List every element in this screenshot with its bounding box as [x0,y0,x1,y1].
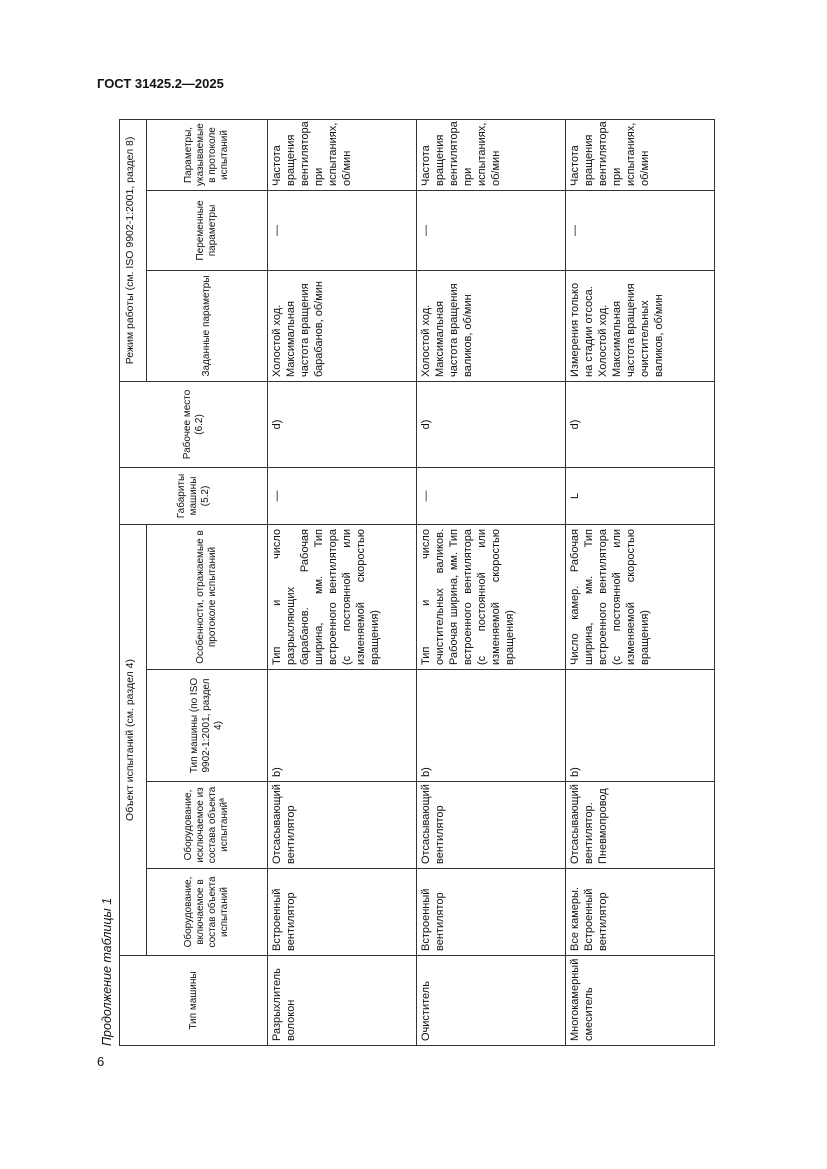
cell-workplace: d) [417,381,566,467]
header-equip-included: Оборудование, включаемое в состав объекта испытаний [147,869,268,956]
header-var-params: Переменные параметры [147,190,268,270]
cell-dimensions: — [417,467,566,524]
header-group-object: Объект испытаний (см. раздел 4) [120,524,147,955]
cell-set-params: Измерения только на стадии отсоса. Холостой ход. Максимальная частота вращения очистительных валиков, об/мин [566,270,715,381]
cell-features: Число камер. Рабочая ширина, мм. Тип встроенного вентилятора (с постоянной или изменяемой скоростью вращения) [566,524,715,669]
header-row-groups [120,119,147,1045]
cell-equip-excluded: Отсасывающий вентилятор [268,782,417,869]
cell-report-params: Частота вращения вентилятора при испытаниях, об/мин [566,119,715,190]
table-row [268,119,417,1045]
table-row [566,119,715,1045]
header-dimensions: Габариты машины (5.2) [120,467,268,524]
cell-dimensions: L [566,467,715,524]
cell-report-params: Частота вращения вентилятора при испытаниях, об/мин [417,119,566,190]
cell-workplace: d) [566,381,715,467]
cell-var-params: — [566,190,715,270]
cell-equip-excluded: Отсасывающий вентилятор. Пневмопровод [566,782,715,869]
cell-set-params: Холостой ход. Максимальная частота вращения валиков, об/мин [417,270,566,381]
cell-dimensions: — [268,467,417,524]
cell-machine-class: b) [268,670,417,782]
cell-equip-excluded: Отсасывающий вентилятор [417,782,566,869]
header-report-params: Параметры, указываемые в протоколе испытаний [147,119,268,190]
cell-features: Тип и число разрыхляющих барабанов. Рабочая ширина, мм. Тип встроенного вентилятора (с постоянной или изменяемой скоростью вращения) [268,524,417,669]
cell-machine-class: b) [566,670,715,782]
header-features: Особенности, отражаемые в протоколе испытаний [147,524,268,669]
data-table [119,119,715,1046]
cell-equip-included: Встроенный вентилятор [417,869,566,956]
cell-var-params: — [417,190,566,270]
header-workplace: Рабочее место (6.2) [120,381,268,467]
cell-workplace: d) [268,381,417,467]
cell-set-params: Холостой ход. Максимальная частота вращения барабанов, об/мин [268,270,417,381]
header-group-mode: Режим работы (см. ISO 9902-1:2001, раздел 8) [120,119,147,381]
cell-machine-type: Очиститель [417,956,566,1046]
cell-machine-type: Многокамерный смеситель [566,956,715,1046]
cell-machine-type: Разрыхлитель волокон [268,956,417,1046]
document-header: ГОСТ 31425.2—2025 [97,76,224,91]
header-set-params: Заданные параметры [147,270,268,381]
cell-machine-class: b) [417,670,566,782]
cell-equip-included: Все камеры. Встроенный вентилятор [566,869,715,956]
table-row [417,119,566,1045]
cell-report-params: Частота вращения вентилятора при испытаниях, об/мин [268,119,417,190]
cell-var-params: — [268,190,417,270]
header-row-sub [147,119,268,1045]
page-number: 6 [97,1054,105,1069]
cell-features: Тип и число очистительных валиков. Рабочая ширина, мм. Тип встроенного вентилятора (с постоянной или изменяемой скоростью вращения) [417,524,566,669]
header-equip-excluded: Оборудование, исключаемое из состава объекта испытанийª [147,782,268,869]
header-machine-type: Тип машины [120,956,268,1046]
cell-equip-included: Встроенный вентилятор [268,869,417,956]
header-machine-class: Тип машины (по ISO 9902-1:2001, раздел 4) [147,670,268,782]
rotated-table-container [119,120,709,1046]
table-caption: Продолжение таблицы 1 [100,897,114,1046]
